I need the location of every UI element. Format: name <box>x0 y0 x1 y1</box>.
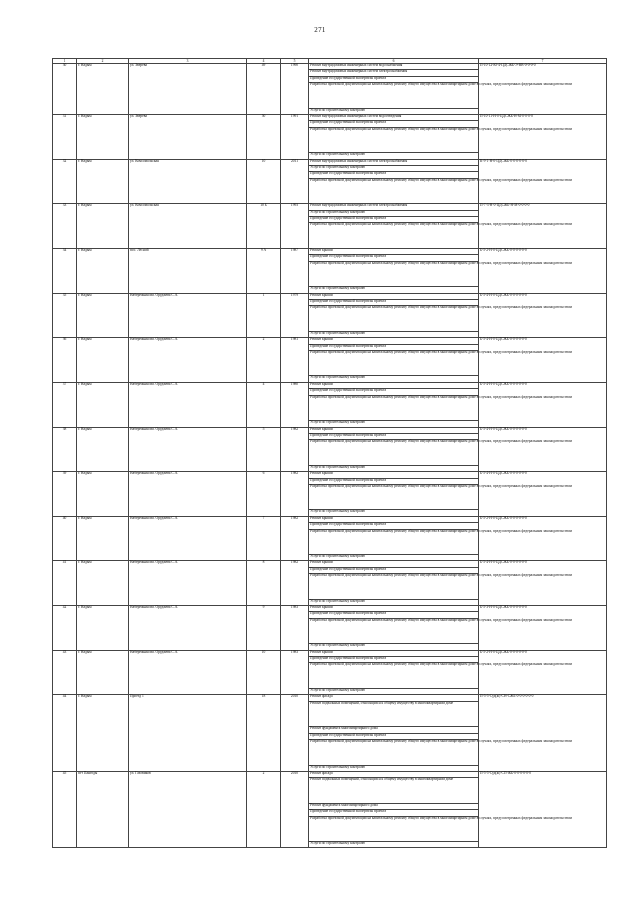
row-number-cell: 33 <box>53 204 77 249</box>
house-cell: 1 <box>247 293 281 338</box>
work-type-cell: Услуги по строительному контролю <box>309 153 479 159</box>
city-cell: г. Надым <box>77 293 129 338</box>
street-cell: Набережная им. Оруджева С.А. <box>129 650 247 695</box>
work-type-cell: Проведение государственной экспертизы проекта <box>309 523 479 529</box>
code-cell: Б-5-4-Н-0-ЦДСЖБ-0-0-0-0-0-0 <box>479 338 607 383</box>
house-cell: 9 А <box>247 248 281 293</box>
city-cell: г. Надым <box>77 382 129 427</box>
work-type-cell: Проведение государственной экспертизы проекта <box>309 299 479 305</box>
work-type-cell: Ремонт крыши <box>309 472 479 478</box>
work-type-cell: Разработка проектной документации на капитальному ремонту общего имущества в многоквартирном доме в случаях, предусмотренных федеральным законодательством <box>309 484 479 510</box>
work-type-cell: Услуги по строительному контролю <box>309 376 479 382</box>
column-header: 5 <box>281 59 309 64</box>
row-number-cell: 36 <box>53 338 77 383</box>
city-cell: г. Надым <box>77 64 129 115</box>
registry-table <box>52 58 607 848</box>
code-cell: П-5-5-Суд(ж)-СН-СЖБ-0-0-0-0-0-0 <box>479 695 607 772</box>
city-cell: г. Надым <box>77 650 129 695</box>
work-type-cell: Разработка проектной документации на капитальному ремонту общего имущества в многоквартирном доме в случаях, предусмотренных федеральным законодательством <box>309 816 479 842</box>
work-type-cell: Услуги по строительному контролю <box>309 421 479 427</box>
street-cell: Набережная им. Оруджева С.А. <box>129 382 247 427</box>
work-type-cell: Услуги по строительному контролю <box>309 644 479 650</box>
street-cell: ул. Комсомольская <box>129 204 247 249</box>
house-cell: 5 <box>247 427 281 472</box>
year-cell: 1982 <box>281 472 309 517</box>
house-cell: 6 <box>247 472 281 517</box>
work-type-cell: Услуги по строительному контролю <box>309 331 479 337</box>
work-type-cell: Проведение государственной экспертизы проекта <box>309 567 479 573</box>
work-type-cell: Ремонт внутридомовых инженерных систем электроснабжения <box>309 204 479 210</box>
work-type-cell: Проведение государственной экспертизы проекта <box>309 217 479 223</box>
work-type-cell: Разработка проектной документации на капитальному ремонту общего имущества в многоквартирном доме в случаях, предусмотренных федеральным законодательством <box>309 529 479 555</box>
city-cell: г. Надым <box>77 516 129 561</box>
street-cell: Проезд 1 <box>129 695 247 772</box>
code-cell: Б-5-4-Н-0-ЦДСЖБ-0-0-0-0-0-0 <box>479 293 607 338</box>
row-number-cell: 40 <box>53 516 77 561</box>
row-number-cell: 42 <box>53 606 77 651</box>
year-cell: 1987 <box>281 248 309 293</box>
row-number-cell: 30 <box>53 64 77 115</box>
work-type-cell: Разработка проектной документации на капитальному ремонту общего имущества в многоквартирном доме в случаях, предусмотренных федеральным законодательством <box>309 350 479 376</box>
work-type-cell: Услуги по строительному контролю <box>309 287 479 293</box>
street-cell: Набережная им. Оруджева С.А. <box>129 606 247 651</box>
row-number-cell: 41 <box>53 561 77 606</box>
year-cell: 1981 <box>281 338 309 383</box>
street-cell: Набережная им. Оруджева С.А. <box>129 338 247 383</box>
work-type-cell: Проведение государственной экспертизы проекта <box>309 255 479 261</box>
work-type-cell: Проведение государственной экспертизы проекта <box>309 172 479 178</box>
year-cell: 1990 <box>281 64 309 115</box>
work-type-cell: Проведение государственной экспертизы проекта <box>309 389 479 395</box>
city-cell: г. Надым <box>77 204 129 249</box>
street-cell: ул. Зверева <box>129 115 247 160</box>
work-type-cell: Услуги по строительному контролю <box>309 210 479 216</box>
work-type-cell: Услуги по строительному контролю <box>309 108 479 114</box>
work-type-cell: Проведение государственной экспертизы проекта <box>309 433 479 439</box>
year-cell: 1979 <box>281 293 309 338</box>
city-cell: пгт Пангоды <box>77 771 129 848</box>
work-type-cell: Разработка проектной документации на капитальному ремонту общего имущества в многоквартирном доме в случаях, предусмотренных федеральным законодательством <box>309 739 479 765</box>
house-cell: 10 <box>247 159 281 204</box>
work-type-cell: Ремонт подвальных помещений, относящихся к общему имуществу в многоквартирном доме <box>309 701 479 727</box>
house-cell: 49 <box>247 64 281 115</box>
work-type-cell: Ремонт крыши <box>309 248 479 254</box>
work-type-cell: Ремонт подвальных помещений, относящихся к общему имуществу в многоквартирном доме <box>309 778 479 804</box>
work-type-cell: Услуги по строительному контролю <box>309 842 479 848</box>
street-cell: ул. Газовиков <box>129 771 247 848</box>
city-cell: г. Надым <box>77 427 129 472</box>
row-number-cell: 43 <box>53 650 77 695</box>
row-number-cell: 38 <box>53 427 77 472</box>
work-type-cell: Ремонт фундамента многоквартирного дома <box>309 803 479 809</box>
work-type-cell: Разработка проектной документации на капитальному ремонту общего имущества в многоквартирном доме в случаях, предусмотренных федеральным законодательством <box>309 618 479 644</box>
work-type-cell: Проведение государственной экспертизы проекта <box>309 810 479 816</box>
year-cell: 1982 <box>281 516 309 561</box>
column-header: 1 <box>53 59 77 64</box>
work-type-cell: Проведение государственной экспертизы проекта <box>309 733 479 739</box>
work-type-cell: Ремонт внутридомовых инженерных систем электроснабжения <box>309 159 479 165</box>
work-type-cell: Ремонт крыши <box>309 516 479 522</box>
work-type-cell: Проведение государственной экспертизы проекта <box>309 478 479 484</box>
city-cell: г. Надым <box>77 115 129 160</box>
work-type-cell: Разработка проектной документации на капитальному ремонту общего имущества в многоквартирном доме в случаях, предусмотренных федеральным законодательством <box>309 83 479 109</box>
row-number-cell: 32 <box>53 159 77 204</box>
city-cell: г. Надым <box>77 472 129 517</box>
house-cell: 10 Б <box>247 204 281 249</box>
code-cell: Б-5-3-Н-0-ЦДСЖБ-0-0-0-0-0-0 <box>479 606 607 651</box>
work-type-cell: Ремонт крыши <box>309 293 479 299</box>
column-header: 2 <box>77 59 129 64</box>
work-type-cell: Ремонт фундамента многоквартирного дома <box>309 727 479 733</box>
code-cell: Б-5-4-Н-0-ЦДСЖБ-0-0-0-0-0-0 <box>479 472 607 517</box>
column-header: 3 <box>129 59 247 64</box>
page-number: 271 <box>314 26 326 34</box>
column-header: 6 <box>309 59 479 64</box>
work-type-cell: Ремонт крыши <box>309 382 479 388</box>
year-cell: 1980 <box>281 382 309 427</box>
year-cell: 1991 <box>281 115 309 160</box>
house-cell: 2 <box>247 338 281 383</box>
work-type-cell: Услуги по строительному контролю <box>309 465 479 471</box>
city-cell: г. Надым <box>77 561 129 606</box>
work-type-cell: Разработка проектной документации на капитальному ремонту общего имущества в многоквартирном доме в случаях, предусмотренных федеральным законодательством <box>309 574 479 600</box>
house-cell: 7 <box>247 516 281 561</box>
work-type-cell: Проведение государственной экспертизы проекта <box>309 344 479 350</box>
row-number-cell: 39 <box>53 472 77 517</box>
code-cell: Б-5-2-Н-0-ЦДСЖБ-0-0-0-0-0-0 <box>479 516 607 561</box>
work-type-cell: Разработка проектной документации на капитальному ремонту общего имущества в многоквартирном доме в случаях, предусмотренных федеральным законодательством <box>309 663 479 689</box>
house-cell: 2 <box>247 771 281 848</box>
city-cell: г. Надым <box>77 338 129 383</box>
work-type-cell: Ремонт крыши <box>309 650 479 656</box>
work-type-cell: Разработка проектной документации на капитальному ремонту общего имущества в многоквартирном доме в случаях, предусмотренных федеральным законодательством <box>309 223 479 249</box>
code-cell: Б-5-2-Н-0-ЦДСЖБ-0-0-0-0-0-0 <box>479 650 607 695</box>
street-cell: пос. Лесной <box>129 248 247 293</box>
work-type-cell: Ремонт внутридомовых инженерных систем электроснабжения <box>309 70 479 76</box>
work-type-cell: Ремонт крыши <box>309 338 479 344</box>
house-cell: 8 <box>247 561 281 606</box>
code-cell: К-9-1-Н-0-ЦДСЖБ-0-0-0-0-0-0 <box>479 159 607 204</box>
code-cell: П-5-5-Суд(ж)-СП-ЖБ-0-0-0-0-0-0 <box>479 771 607 848</box>
house-cell: 18 <box>247 695 281 772</box>
row-number-cell: 37 <box>53 382 77 427</box>
year-cell: 1983 <box>281 650 309 695</box>
work-type-cell: Ремонт фасада <box>309 771 479 777</box>
work-type-cell: Проведение государственной экспертизы проекта <box>309 612 479 618</box>
year-cell: 2010 <box>281 695 309 772</box>
work-type-cell: Услуги по строительному контролю <box>309 166 479 172</box>
code-cell: П-7-3-Н-0-ЦДСЖБ-Н-М-0-0-0-0 <box>479 204 607 249</box>
house-cell: 10 <box>247 650 281 695</box>
year-cell: 1982 <box>281 427 309 472</box>
row-number-cell: 45 <box>53 771 77 848</box>
work-type-cell: Разработка проектной документации на капитальному ремонту общего имущества в многоквартирном доме в случаях, предусмотренных федеральным законодательством <box>309 178 479 204</box>
work-type-cell: Разработка проектной документации на капитальному ремонту общего имущества в многоквартирном доме в случаях, предусмотренных федеральным законодательством <box>309 440 479 466</box>
row-number-cell: 34 <box>53 248 77 293</box>
work-type-cell: Услуги по строительному контролю <box>309 688 479 694</box>
work-type-cell: Разработка проектной документации на капитальному ремонту общего имущества в многоквартирном доме в случаях, предусмотренных федеральным законодательством <box>309 306 479 332</box>
work-type-cell: Услуги по строительному контролю <box>309 765 479 771</box>
row-number-cell: 31 <box>53 115 77 160</box>
year-cell: 1983 <box>281 606 309 651</box>
code-cell: П-10-12-Ю-4-ЦДСЖБ-Э-ВВ-0-0-0-0 <box>479 64 607 115</box>
year-cell: 2011 <box>281 159 309 204</box>
street-cell: Набережная им. Оруджева С.А. <box>129 472 247 517</box>
year-cell: 1993 <box>281 204 309 249</box>
work-type-cell: Разработка проектной документации на капитальному ремонту общего имущества в многоквартирном доме в случаях, предусмотренных федеральным законодательством <box>309 261 479 287</box>
work-type-cell: Разработка проектной документации на капитальному ремонту общего имущества в многоквартирном доме в случаях, предусмотренных федеральным законодательством <box>309 395 479 421</box>
city-cell: г. Надым <box>77 248 129 293</box>
row-number-cell: 44 <box>53 695 77 772</box>
year-cell: 1982 <box>281 561 309 606</box>
work-type-cell: Проведение государственной экспертизы проекта <box>309 76 479 82</box>
house-cell: 50 <box>247 115 281 160</box>
work-type-cell: Проведение государственной экспертизы проекта <box>309 657 479 663</box>
work-type-cell: Проведение государственной экспертизы проекта <box>309 121 479 127</box>
year-cell: 2010 <box>281 771 309 848</box>
street-cell: Набережная им. Оруджева С.А. <box>129 561 247 606</box>
code-cell: Б-5-2-Н-0-ЦДСЖБ-0-0-0-0-0-0 <box>479 248 607 293</box>
row-number-cell: 35 <box>53 293 77 338</box>
table-body <box>53 64 607 848</box>
house-cell: 4 <box>247 382 281 427</box>
street-cell: ул. Зверева <box>129 64 247 115</box>
city-cell: г. Надым <box>77 159 129 204</box>
work-type-cell: Ремонт фасада <box>309 695 479 701</box>
city-cell: г. Надым <box>77 606 129 651</box>
work-type-cell: Услуги по строительному контролю <box>309 555 479 561</box>
work-type-cell: Услуги по строительному контролю <box>309 599 479 605</box>
work-type-cell: Ремонт крыши <box>309 606 479 612</box>
house-cell: 9 <box>247 606 281 651</box>
code-cell: П-10-11-Н-0-ЦДСЖБ-Н-М-0-0-0-0 <box>479 115 607 160</box>
column-header: 7 <box>479 59 607 64</box>
work-type-cell: Услуги по строительному контролю <box>309 510 479 516</box>
street-cell: ул. Комсомольская <box>129 159 247 204</box>
street-cell: Набережная им. Оруджева С.А. <box>129 427 247 472</box>
code-cell: Б-5-4-Н-0-ЦДСЖБ-0-0-0-0-0-0 <box>479 382 607 427</box>
column-header: 4 <box>247 59 281 64</box>
work-type-cell: Разработка проектной документации на капитальному ремонту общего имущества в многоквартирном доме в случаях, предусмотренных федеральным законодательством <box>309 127 479 153</box>
work-type-cell: Ремонт внутридомовых инженерных систем водоотведения <box>309 115 479 121</box>
street-cell: Набережная им. Оруджева С.А. <box>129 516 247 561</box>
work-type-cell: Ремонт внутридомовых инженерных систем водоснабжения <box>309 64 479 70</box>
code-cell: Б-5-4-Н-0-ЦДСЖБ-0-0-0-0-0-0 <box>479 427 607 472</box>
city-cell: г. Надым <box>77 695 129 772</box>
work-type-cell: Ремонт крыши <box>309 427 479 433</box>
work-type-cell: Ремонт крыши <box>309 561 479 567</box>
code-cell: Б-5-4-Н-0-ЦДСЖБ-0-0-0-0-0-0 <box>479 561 607 606</box>
street-cell: Набережная им. Оруджева С.А. <box>129 293 247 338</box>
